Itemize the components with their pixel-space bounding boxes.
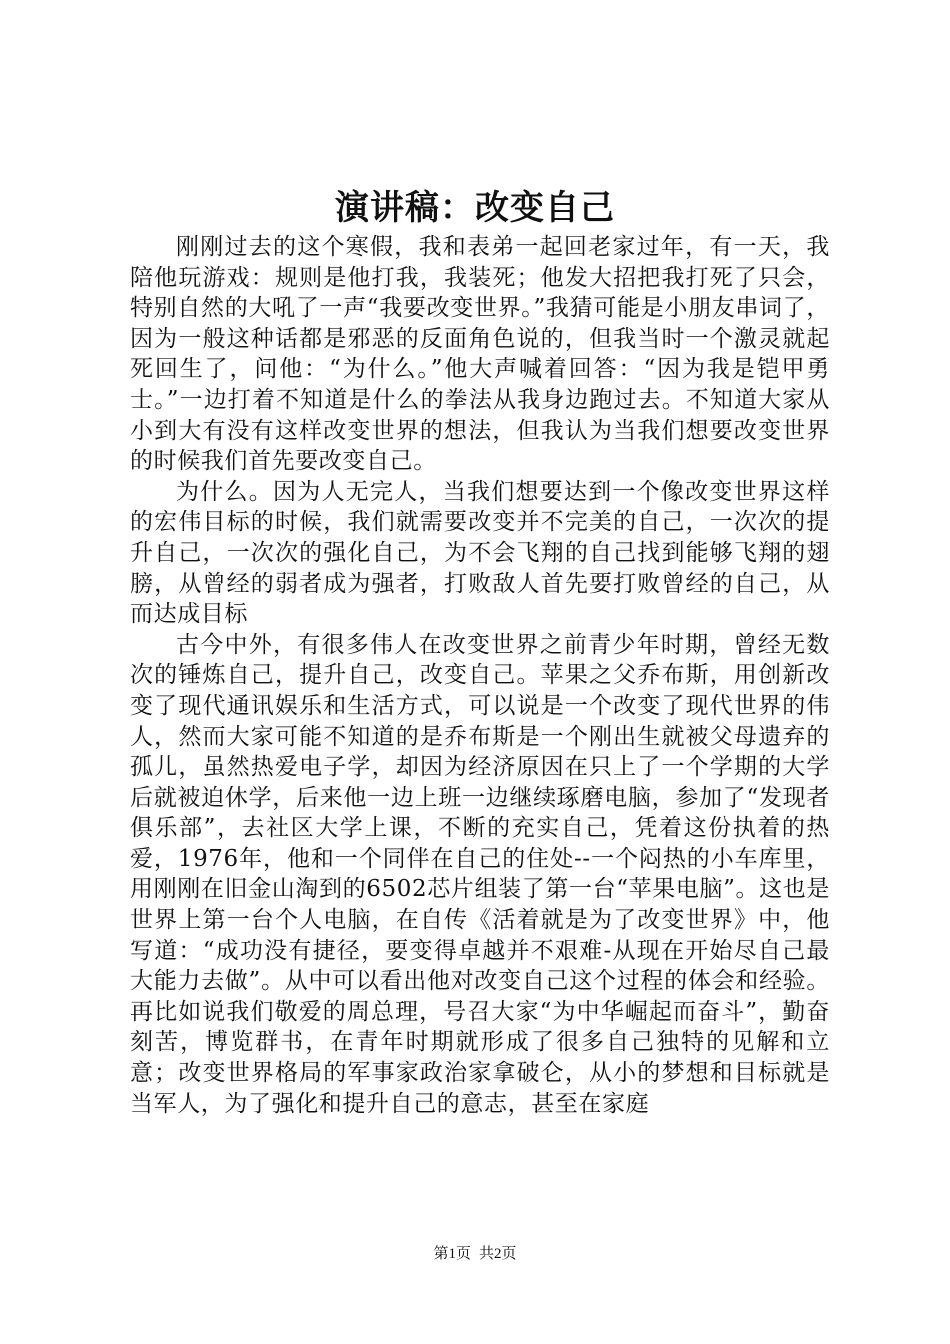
page-total: 共2页: [479, 1246, 517, 1262]
paragraph-1: 刚刚过去的这个寒假，我和表弟一起回老家过年，有一天，我陪他玩游戏：规则是他打我，我装死；他发大招把我打死了只会，特别自然的大吼了一声“我要改变世界。”我猜可能是小朋友串词了，因为一般这种话都是邪恶的反面角色说的，但我当时一个激灵就起死回生了，问他：“为什么。”他大声喊着回答：“因为我是铠甲勇士。”一边打着不知道是什么的拳法从我身边跑过去。不知道大家从小到大有没有这样改变世界的想法，但我认为当我们想要改变世界的时候我们首先要改变自己。: [130, 234, 830, 475]
paragraph-2: 为什么。因为人无完人，当我们想要达到一个像改变世界这样的宏伟目标的时候，我们就需要改变并不完美的自己，一次次的提升自己，一次次的强化自己，为不会飞翔的自己找到能够飞翔的翅膀，从曾经的弱者成为强者，打败敌人首先要打败曾经的自己，从而达成目标: [130, 478, 830, 628]
page-footer: [0, 1244, 950, 1264]
page-number: 第1页: [433, 1246, 471, 1262]
document-body: [130, 232, 830, 1119]
page-title: 演讲稿：改变自己: [335, 188, 615, 228]
paragraph-3: 古今中外，有很多伟人在改变世界之前青少年时期，曾经无数次的锤炼自己，提升自己，改变自己。苹果之父乔布斯，用创新改变了现代通讯娱乐和生活方式，可以说是一个改变了现代世界的伟人，然而大家可能不知道的是乔布斯是一个刚出生就被父母遗弃的孤儿，虽然热爱电子学，却因为经济原因在只上了一个学期的大学后就被迫休学，后来他一边上班一边继续琢磨电脑，参加了“发现者俱乐部”，去社区大学上课，不断的充实自己，凭着这份执着的热爱，1976年，他和一个同伴在自己的住处--一个闷热的小车库里，用刚刚在旧金山淘到的6502芯片组装了第一台“苹果电脑”。这也是世界上第一台个人电脑，在自传《活着就是为了改变世界》中，他写道：“成功没有捷径，要变得卓越并不艰难-从现在开始尽自己最大能力去做”。从中可以看出他对改变自己这个过程的体会和经验。再比如说我们敬爱的周总理，号召大家“为中华崛起而奋斗”，勤奋刻苦，博览群书，在青年时期就形成了很多自己独特的见解和立意；改变世界格局的军事家政治家拿破仑，从小的梦想和目标就是当军人，为了强化和提升自己的意志，甚至在家庭: [130, 631, 830, 1117]
